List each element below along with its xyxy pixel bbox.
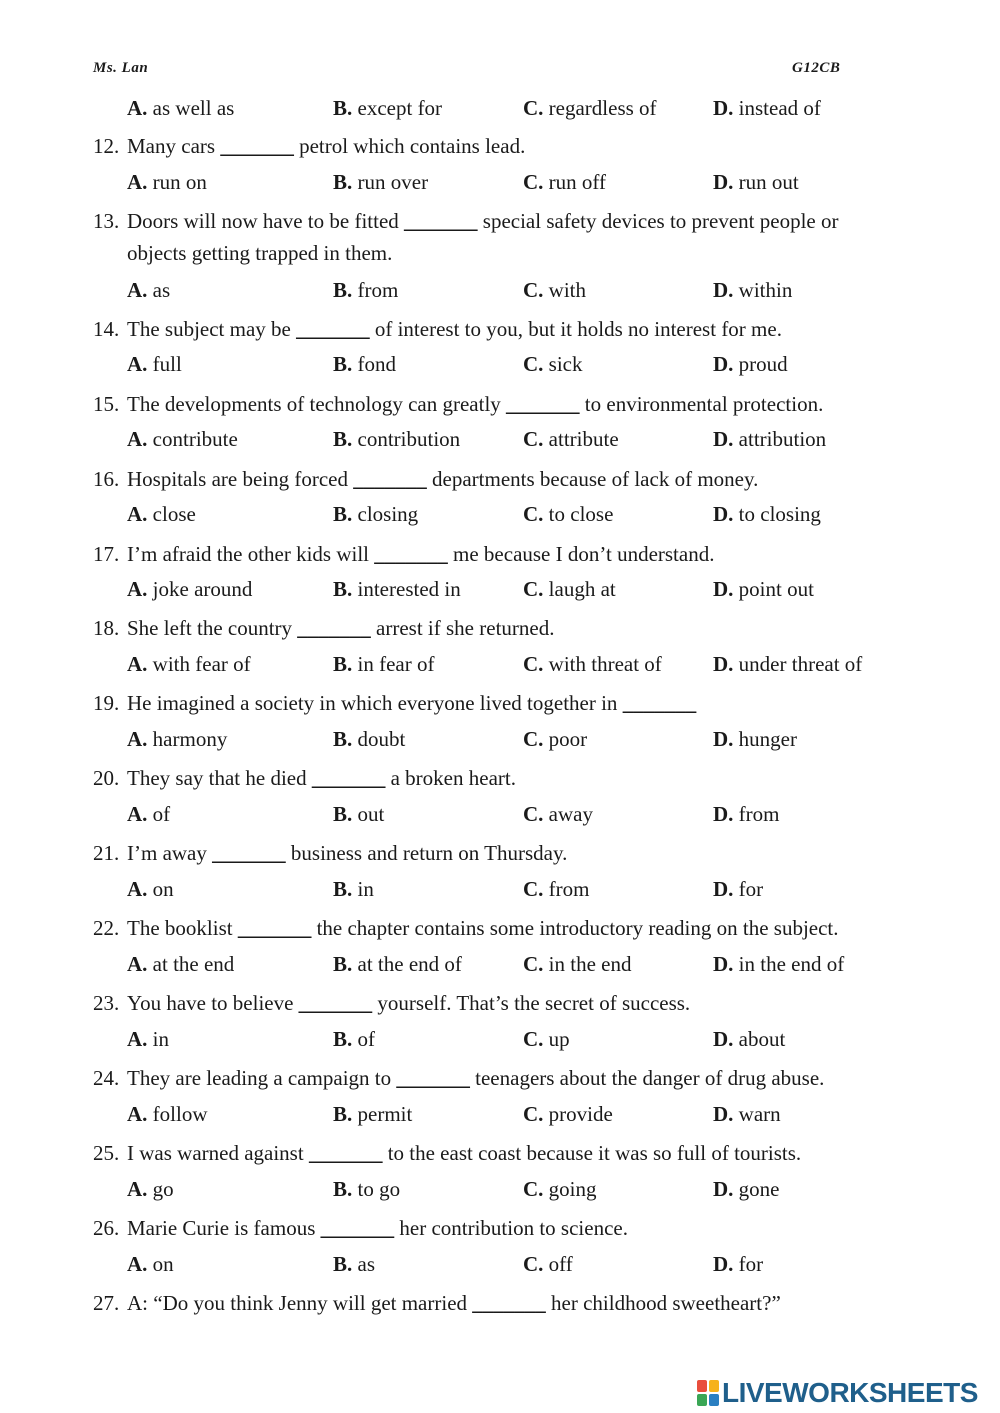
option-c[interactable]: C. up [523,1027,570,1051]
option-row-q16 [0,502,1000,530]
question-18: 18. She left the country _______ arrest if she returned. [93,616,555,640]
question-23: 23. You have to believe _______ yourself. That’s the secret of success. [93,991,691,1015]
option-a[interactable]: A. as [127,278,171,302]
option-d[interactable]: D. gone [713,1177,780,1201]
option-a[interactable]: A. harmony [127,727,228,751]
option-c[interactable]: C. with [523,278,587,302]
option-b[interactable]: B. in fear of [333,652,435,676]
option-row-q13 [0,278,1000,306]
option-d[interactable]: D. about [713,1027,786,1051]
option-c[interactable]: C. regardless of [523,96,657,120]
option-c[interactable]: C. run off [523,170,607,194]
option-d[interactable]: D. attribution [713,427,827,451]
answer-blank[interactable]: _______ [220,134,294,158]
answer-blank[interactable]: _______ [506,392,580,416]
option-b[interactable]: B. except for [333,96,443,120]
option-c[interactable]: C. off [523,1252,573,1276]
option-a[interactable]: A. joke around [127,577,253,601]
option-c[interactable]: C. attribute [523,427,619,451]
option-b[interactable]: B. closing [333,502,419,526]
option-b[interactable]: B. out [333,802,385,826]
option-a[interactable]: A. on [127,877,174,901]
option-d[interactable]: D. from [713,802,780,826]
option-b[interactable]: B. from [333,278,399,302]
option-row-q22 [0,952,1000,980]
option-c[interactable]: C. poor [523,727,588,751]
answer-blank[interactable]: _______ [396,1066,470,1090]
option-d[interactable]: D. under threat of [713,652,863,676]
option-a[interactable]: A. at the end [127,952,235,976]
answer-blank[interactable]: _______ [320,1216,395,1240]
question-17: 17. I’m afraid the other kids will _______ me because I don’t understand. [93,542,715,566]
question-16: 16. Hospitals are being forced _______ departments because of lack of money. [93,467,759,491]
answer-blank[interactable]: _______ [298,991,373,1015]
option-d[interactable]: D. for [713,877,764,901]
option-b[interactable]: B. fond [333,352,397,376]
answer-blank[interactable]: _______ [374,542,448,566]
option-a[interactable]: A. of [127,802,171,826]
question-26: 26. Marie Curie is famous _______ her contribution to science. [93,1216,628,1240]
option-a[interactable]: A. follow [127,1102,208,1126]
option-b[interactable]: B. run over [333,170,429,194]
option-b[interactable]: B. to go [333,1177,401,1201]
option-a[interactable]: A. contribute [127,427,238,451]
option-row-q17 [0,577,1000,605]
option-row-q12 [0,170,1000,198]
answer-blank[interactable]: _______ [353,467,427,491]
option-a[interactable]: A. close [127,502,196,526]
option-row-q19 [0,727,1000,755]
option-c[interactable]: C. going [523,1177,597,1201]
question-24: 24. They are leading a campaign to _______ teenagers about the danger of drug abuse. [93,1066,825,1090]
option-d[interactable]: D. for [713,1252,764,1276]
answer-blank[interactable]: _______ [311,766,386,790]
logo-text: LIVEWORKSHEETS [722,1377,978,1408]
option-row-q21 [0,877,1000,905]
option-b[interactable]: B. in [333,877,374,901]
option-row-q18 [0,652,1000,680]
answer-blank[interactable]: _______ [472,1291,546,1315]
question-22: 22. The booklist _______ the chapter contains some introductory reading on the subject. [93,916,839,940]
question-14: 14. The subject may be _______ of interest to you, but it holds no interest for me. [93,317,782,341]
option-d[interactable]: D. warn [713,1102,781,1126]
option-d[interactable]: D. point out [713,577,814,601]
answer-blank[interactable]: _______ [237,916,312,940]
option-d[interactable]: D. to closing [713,502,821,526]
answer-blank[interactable]: _______ [622,691,697,715]
answer-blank[interactable]: _______ [296,317,370,341]
question-12: 12. Many cars _______ petrol which contains lead. [93,134,526,158]
option-a[interactable]: A. with fear of [127,652,251,676]
option-b[interactable]: B. of [333,1027,376,1051]
option-a[interactable]: A. on [127,1252,174,1276]
option-b[interactable]: B. doubt [333,727,406,751]
question-21: 21. I’m away _______ business and return on Thursday. [93,841,568,865]
question-20: 20. They say that he died _______ a broken heart. [93,766,516,790]
option-row-q14 [0,352,1000,380]
option-a[interactable]: A. as well as [127,96,235,120]
option-c[interactable]: C. laugh at [523,577,616,601]
header-class-code: G12CB [792,60,841,76]
option-row-q25 [0,1177,1000,1205]
option-a[interactable]: A. full [127,352,182,376]
answer-blank[interactable]: _______ [212,841,286,865]
option-c[interactable]: C. with threat of [523,652,662,676]
option-d[interactable]: D. proud [713,352,788,376]
option-d[interactable]: D. hunger [713,727,797,751]
question-25: 25. I was warned against _______ to the east coast because it was so full of tourists. [93,1141,802,1165]
option-b[interactable]: B. permit [333,1102,413,1126]
header-teacher-name: Ms. Lan [93,60,149,76]
option-b[interactable]: B. as [333,1252,376,1276]
option-d[interactable]: D. instead of [713,96,821,120]
option-b[interactable]: B. at the end of [333,952,462,976]
answer-blank[interactable]: _______ [308,1141,383,1165]
option-c[interactable]: C. away [523,802,593,826]
option-row-q15 [0,427,1000,455]
option-b[interactable]: B. contribution [333,427,461,451]
option-a[interactable]: A. in [127,1027,170,1051]
option-row-q23 [0,1027,1000,1055]
answer-blank[interactable]: _______ [297,616,371,640]
option-c[interactable]: C. from [523,877,590,901]
question-15: 15. The developments of technology can greatly _______ to environmental protection. [93,392,824,416]
option-a[interactable]: A. go [127,1177,174,1201]
question-13: 13. Doors will now have to be fitted _______ special safety devices to prevent people or [93,209,839,233]
option-row-q24 [0,1102,1000,1130]
option-d[interactable]: D. run out [713,170,799,194]
option-row-q20 [0,802,1000,830]
question-27: 27. A: “Do you think Jenny will get married _______ her childhood sweetheart?” [93,1291,781,1315]
option-c[interactable]: C. in the end [523,952,632,976]
liveworksheets-logo [697,1376,978,1410]
question-13-line2: objects getting trapped in them. [127,241,393,265]
logo-mark-icon [697,1380,719,1406]
option-c[interactable]: C. to close [523,502,614,526]
option-row-q11 [0,96,1000,124]
option-c[interactable]: C. provide [523,1102,613,1126]
option-b[interactable]: B. interested in [333,577,461,601]
option-d[interactable]: D. within [713,278,793,302]
option-c[interactable]: C. sick [523,352,583,376]
option-a[interactable]: A. run on [127,170,207,194]
question-19: 19. He imagined a society in which everyone lived together in _______ [93,691,697,715]
option-d[interactable]: D. in the end of [713,952,845,976]
option-row-q26 [0,1252,1000,1280]
answer-blank[interactable]: _______ [404,209,478,233]
